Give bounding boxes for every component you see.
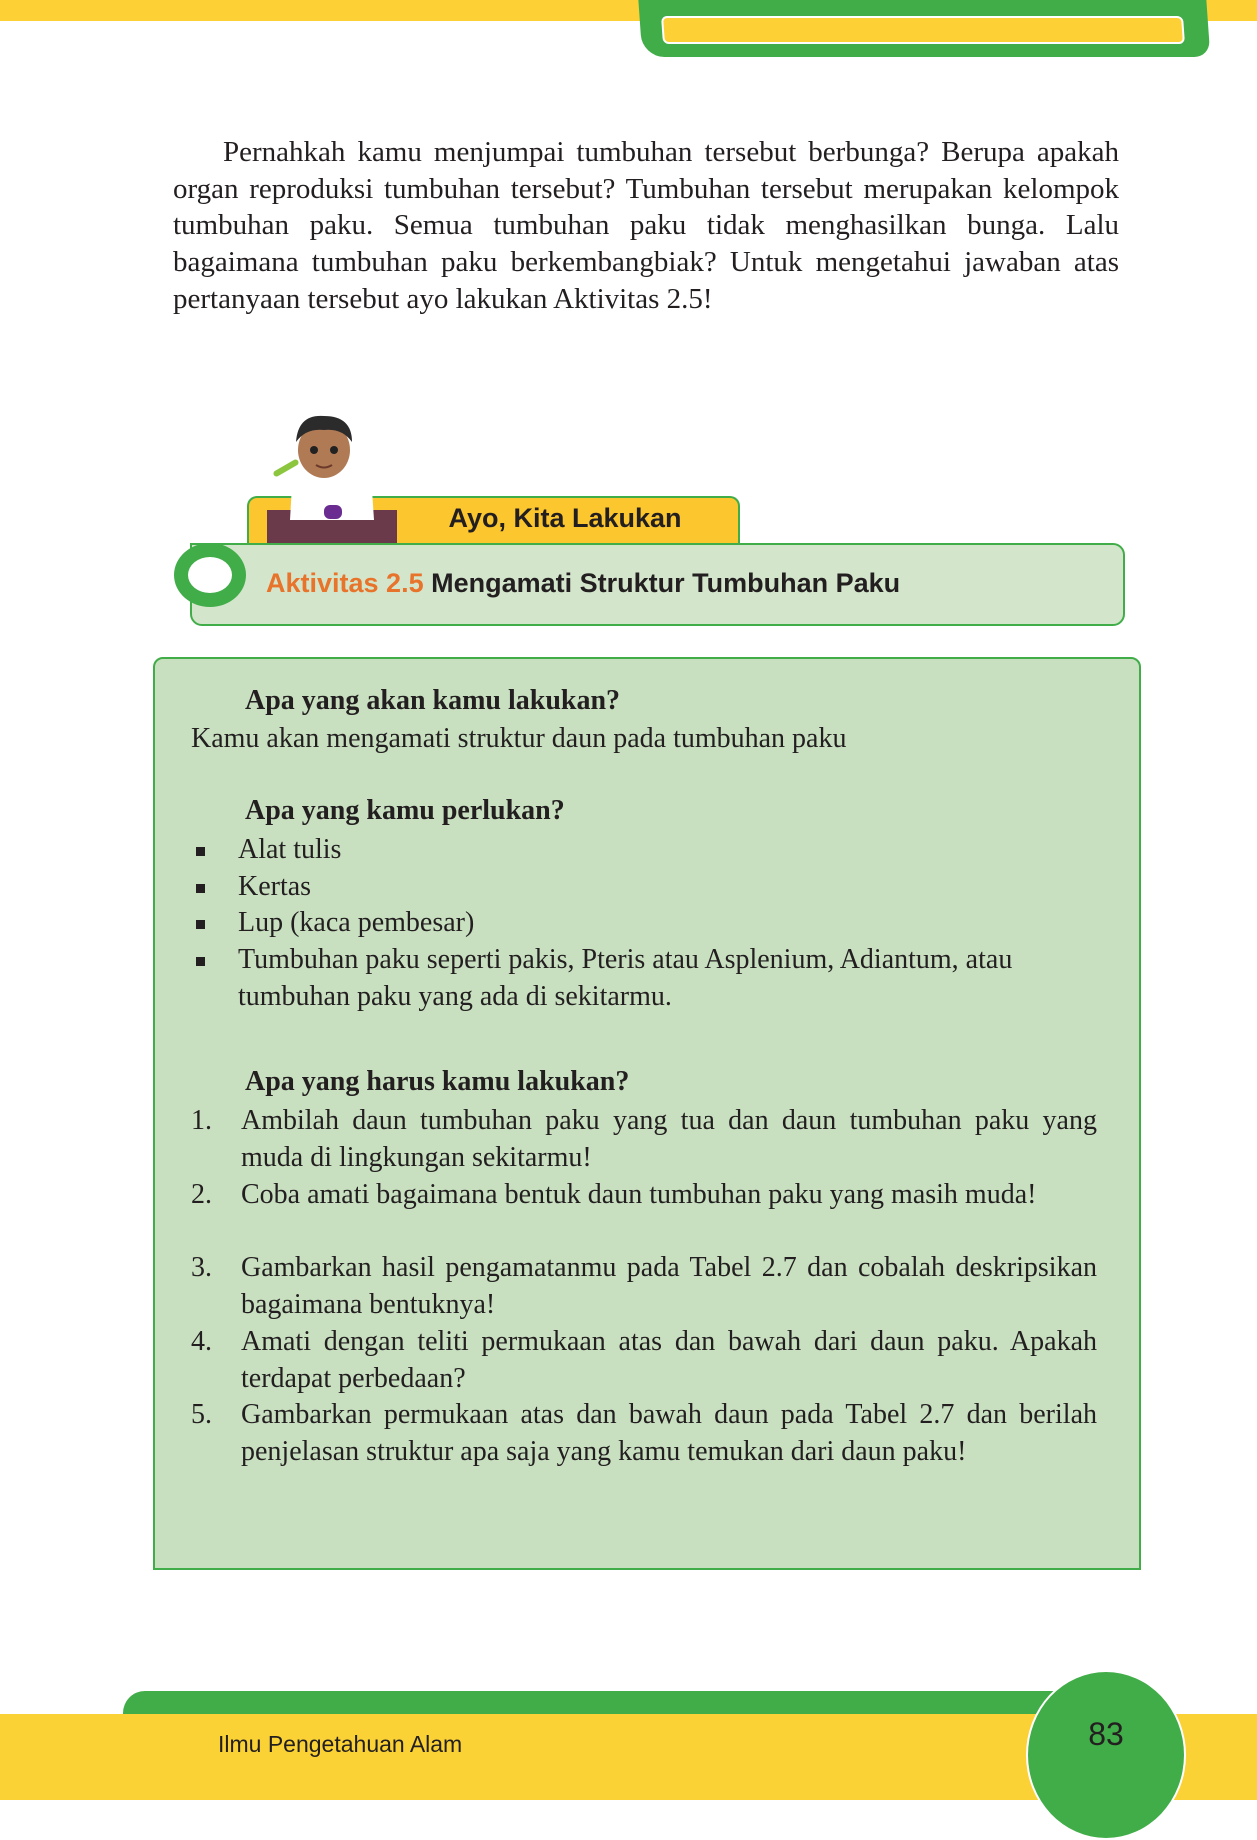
step-item: 5. Gambarkan permukaan atas dan bawah daun pada Tabel 2.7 dan berilah penjelasan struktur apa saja yang kamu temukan dari daun paku! xyxy=(191,1399,1097,1467)
ring-decoration xyxy=(174,543,246,607)
bullet-icon xyxy=(196,920,205,929)
step-item: 4. Amati dengan teliti permukaan atas dan bawah dari daun paku. Apakah terdapat perbedaan? xyxy=(191,1326,1097,1394)
activity-name: Mengamati Struktur Tumbuhan Paku xyxy=(431,568,901,598)
material-item: Lup (kaca pembesar) xyxy=(191,905,1097,942)
answer-what: Kamu akan mengamati struktur daun pada tumbuhan paku xyxy=(191,723,847,754)
step-item: 3. Gambarkan hasil pengamatanmu pada Tabel 2.7 dan cobalah deskripsikan bagaimana bentuknya! xyxy=(191,1252,1097,1320)
material-item: Kertas xyxy=(191,869,1097,906)
activity-number: Aktivitas 2.5 xyxy=(266,568,424,598)
question-what: Apa yang akan kamu lakukan? xyxy=(245,685,621,716)
page-number-circle xyxy=(1026,1670,1186,1840)
page-number: 83 xyxy=(1088,1716,1124,1752)
material-item: Alat tulis xyxy=(191,832,1097,869)
activity-title xyxy=(266,568,900,599)
step-item: 1. Ambilah daun tumbuhan paku yang tua dan daun tumbuhan paku yang muda di lingkungan sekitarmu! xyxy=(191,1105,1097,1173)
question-materials: Apa yang kamu perlukan? xyxy=(245,795,565,826)
intro-paragraph: Pernahkah kamu menjumpai tumbuhan tersebut berbunga? Berupa apakah organ reproduksi tumbuhan tersebut? Tumbuhan tersebut merupakan kelompok tumbuhan paku. Semua tumbuhan paku tidak menghasilkan bunga. Lalu bagaimana tumbuhan paku berkembangbiak? Untuk mengetahui jawaban atas pertanyaan tersebut ayo lakukan Aktivitas 2.5! xyxy=(173,136,1119,315)
book-title: Ilmu Pengetahuan Alam xyxy=(218,1731,463,1757)
step-item: 2. Coba amati bagaimana bentuk daun tumbuhan paku yang masih muda! xyxy=(191,1179,1037,1210)
bullet-icon xyxy=(196,957,205,966)
chapter-tab-inner xyxy=(661,16,1185,44)
bullet-icon xyxy=(196,847,205,856)
material-item: Tumbuhan paku seperti pakis, Pteris atau Asplenium, Adiantum, atau tumbuhan paku yang ada di sekitarmu. xyxy=(191,942,1097,1015)
question-steps: Apa yang harus kamu lakukan? xyxy=(245,1066,630,1097)
section-label: Ayo, Kita Lakukan xyxy=(448,503,682,533)
bullet-icon xyxy=(196,884,205,893)
